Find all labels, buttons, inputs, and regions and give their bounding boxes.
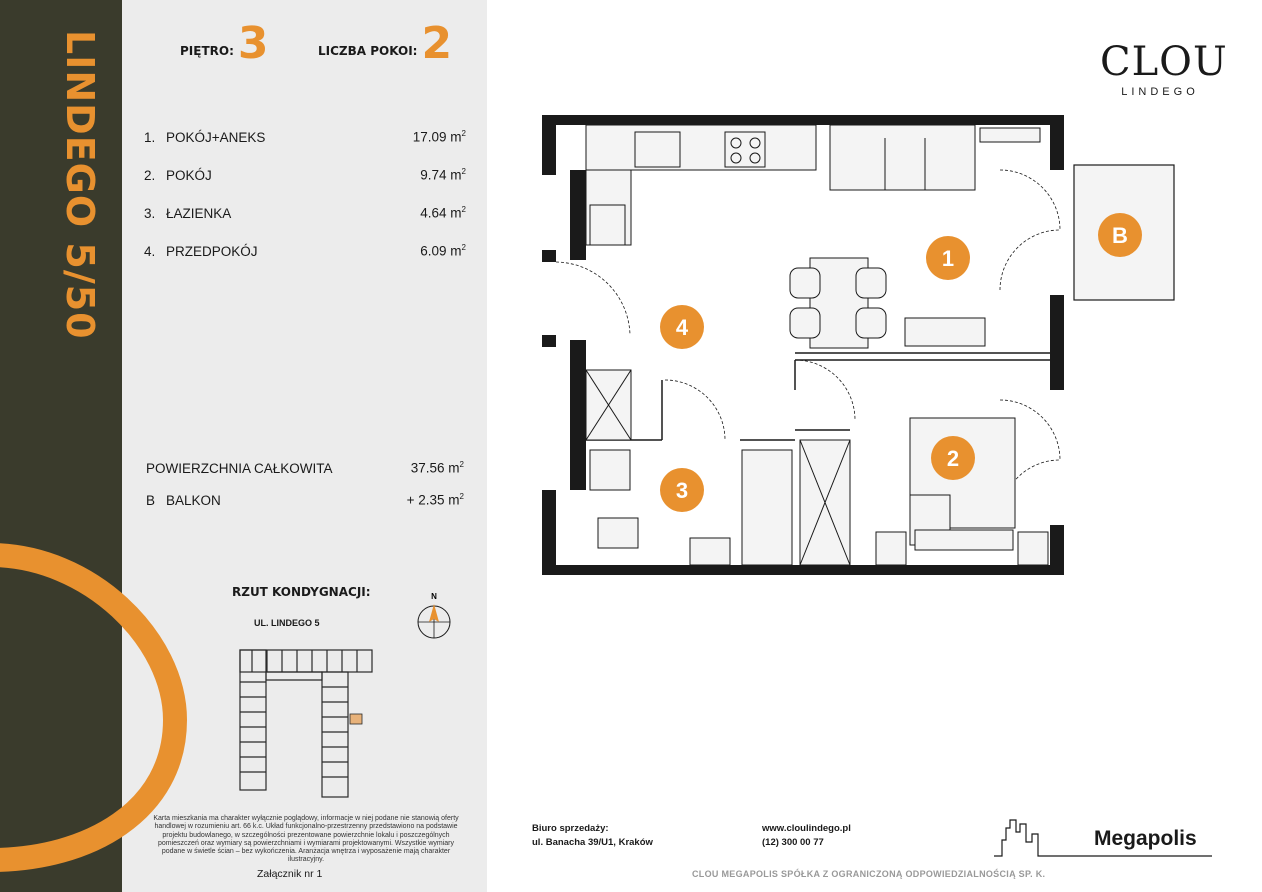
- office-address: ul. Banacha 39/U1, Kraków: [532, 837, 653, 848]
- room-name: PRZEDPOKÓJ: [166, 243, 258, 259]
- balcony-code: B: [146, 492, 156, 508]
- clou-logo: [1100, 39, 1228, 98]
- room-area: 17.09 $m^2$: [412, 129, 466, 145]
- total-area-value: 37.56 $m^2$: [410, 460, 464, 476]
- room-name: POKÓJ+ANEKS: [166, 129, 266, 145]
- floor-value: 3: [237, 18, 269, 69]
- annex-label: Załącznik nr 1: [257, 868, 323, 880]
- plan-label-room4: 4: [675, 315, 689, 340]
- room-row: [144, 194, 466, 232]
- balcony-row: [146, 484, 464, 516]
- room-number: 3.: [144, 205, 156, 221]
- room-area: 9.74 $m^2$: [420, 167, 466, 183]
- area-totals: [146, 452, 464, 516]
- compass-label: N: [431, 592, 437, 601]
- sidebar-strip: [0, 0, 122, 892]
- room-number: 4.: [144, 243, 156, 259]
- room-row: [144, 232, 466, 270]
- brand-name: Megapolis: [1094, 827, 1197, 850]
- total-area-label: POWIERZCHNIA CAŁKOWITA: [146, 460, 333, 476]
- room-row: [144, 118, 466, 156]
- room-name: POKÓJ: [166, 167, 212, 183]
- total-area-row: [146, 452, 464, 484]
- office-label: Biuro sprzedaży:: [532, 823, 609, 834]
- plan-label-balcony: B: [1112, 223, 1128, 248]
- balcony-label: BALKON: [166, 492, 221, 508]
- room-row: [144, 156, 466, 194]
- info-panel: [122, 0, 487, 892]
- room-area: 4.64 $m^2$: [420, 205, 466, 221]
- contact-info: [762, 822, 851, 850]
- room-name: ŁAZIENKA: [166, 205, 232, 221]
- megapolis-logo: [992, 812, 1214, 860]
- street-label: UL. LINDEGO 5: [254, 618, 320, 628]
- floor-info: [180, 18, 269, 69]
- phone-number: (12) 300 00 77: [762, 837, 824, 848]
- disclaimer-text: Karta mieszkania ma charakter wyłącznie poglądowy, informacje w niej podane nie stanowią oferty handlowej w rozumieniu art. 66 k.c. Układ funkcjonalno-przestrzenny przedstawiono na podstawie projektu budowlanego, w szczególności prezentowane powierzchnie lokalu i poszczególnych pomieszczeń oraz wymiary są powierzchniami i wymiarami projektowanymi. Wszystkie wymiary podane w świetle ścian – bez wykończenia. Aranżacja wnętrza i wyposażenie mają charakter ilustracyjny.: [153, 815, 459, 864]
- room-number: 2.: [144, 167, 156, 183]
- building-keyplan-icon: [232, 642, 382, 802]
- plan-label-room2: 2: [946, 446, 960, 471]
- rooms-count-info: [318, 18, 453, 69]
- apartment-title: LINDEGO 5/50: [58, 30, 102, 340]
- logo-sub: LINDEGO: [1121, 86, 1199, 98]
- room-number: 1.: [144, 129, 156, 145]
- plan-label-room1: 1: [941, 246, 955, 271]
- rooms-list: [144, 118, 466, 270]
- apartment-floor-plan: [530, 110, 1180, 590]
- balcony-value: + 2.35 $m^2$: [406, 492, 464, 508]
- compass-icon: [414, 592, 454, 642]
- plan-label-room3: 3: [675, 478, 689, 503]
- website-link[interactable]: www.cloulindego.pl: [762, 823, 851, 834]
- rooms-count-label: LICZBA POKOI:: [318, 44, 418, 58]
- logo-main: CLOU: [1100, 39, 1228, 85]
- rooms-count-value: 2: [421, 18, 453, 69]
- room-area: 6.09 $m^2$: [420, 243, 466, 259]
- floor-label: PIĘTRO:: [180, 44, 234, 58]
- sales-office: [532, 822, 653, 850]
- company-name: CLOU MEGAPOLIS SPÓŁKA Z OGRANICZONĄ ODPOWIEDZIALNOŚCIĄ SP. K.: [692, 869, 1046, 879]
- floor-plan-title: RZUT KONDYGNACJI:: [232, 585, 371, 599]
